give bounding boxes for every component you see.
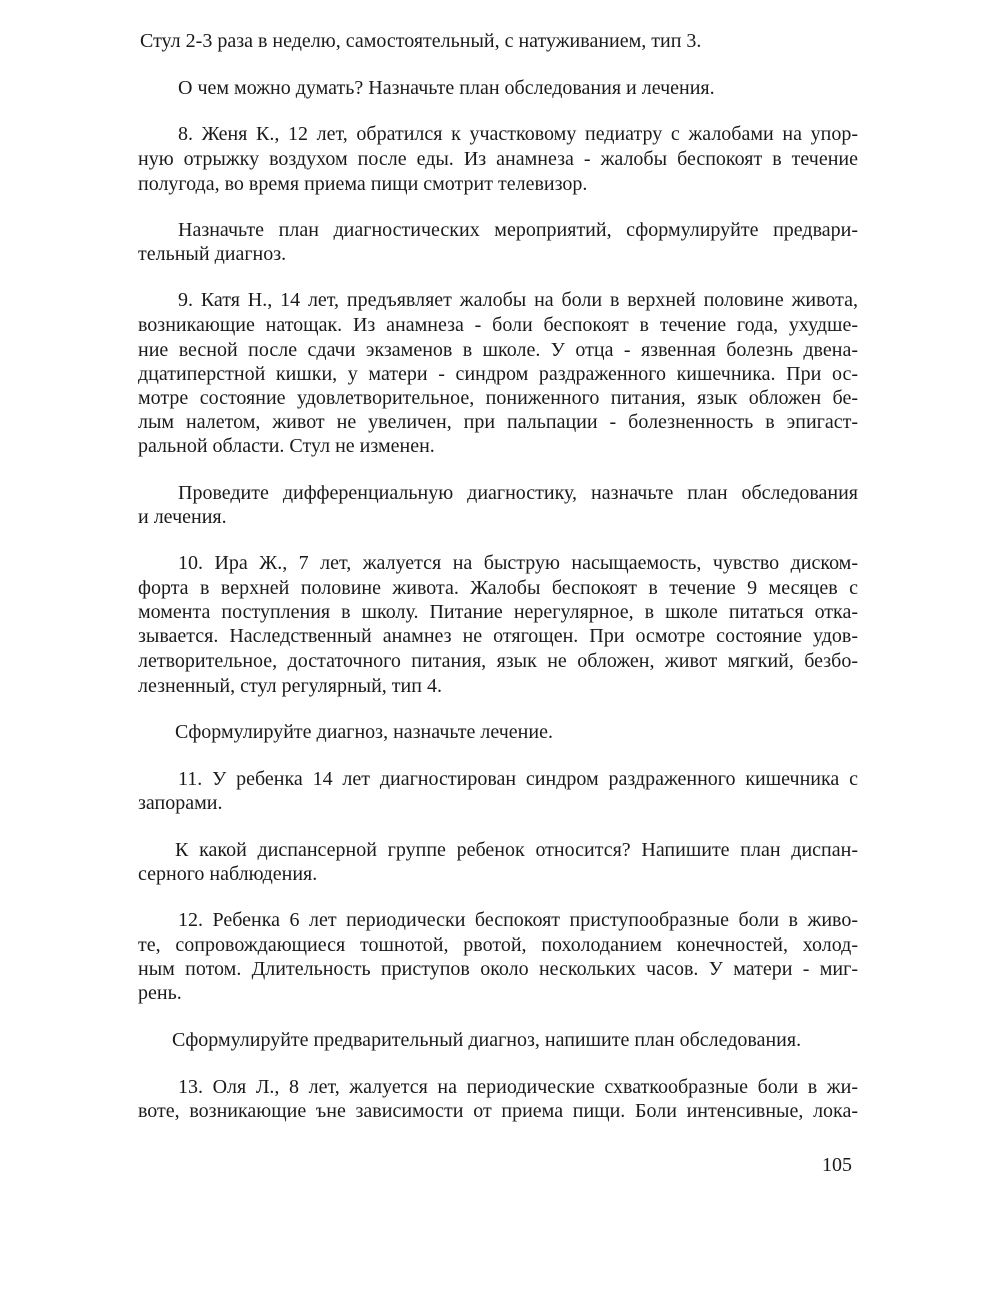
text-line: 13. Оля Л., 8 лет, жалуется на периодические схваткообразные боли в жи- (178, 1076, 858, 1098)
text-line: 12. Ребенка 6 лет периодически беспокоят приступообразные боли в живо- (178, 909, 858, 931)
text-line: и лечения. (138, 506, 227, 528)
text-line: ральной области. Стул не изменен. (138, 435, 435, 457)
text-line: мотре состояние удовлетворительное, пониженного питания, язык обложен бе- (138, 387, 858, 409)
text-line: полугода, во время приема пищи смотрит телевизор. (138, 173, 588, 195)
text-line: ную отрыжку воздухом после еды. Из анамнеза - жалобы беспокоят в течение (138, 148, 858, 170)
text-line: Проведите дифференциальную диагностику, назначьте план обследования (178, 482, 858, 504)
text-line: серного наблюдения. (138, 863, 318, 885)
text-line: 8. Женя К., 12 лет, обратился к участковому педиатру с жалобами на упор- (178, 123, 858, 145)
text-line: лезненный, стул регулярный, тип 4. (138, 675, 442, 697)
text-line: ние весной после сдачи экзаменов в школе. У отца - язвенная болезнь двена- (138, 339, 858, 361)
text-line: дцатиперстной кишки, у матери - синдром раздраженного кишечника. При ос- (138, 363, 858, 385)
text-line: те, сопровождающиеся тошнотой, рвотой, похолоданием конечностей, холод- (138, 934, 858, 956)
text-line: О чем можно думать? Назначьте план обследования и лечения. (178, 77, 715, 99)
text-line: летворительное, достаточного питания, язык не обложен, живот мягкий, безбо- (138, 650, 858, 672)
text-line: лым налетом, живот не увеличен, при пальпации - болезненность в эпигаст- (138, 411, 858, 433)
text-line: тельный диагноз. (138, 243, 287, 265)
text-line: воте, возникающие ъне зависимости от приема пищи. Боли интенсивные, лока- (138, 1100, 858, 1122)
text-line: возникающие натощак. Из анамнеза - боли беспокоят в течение года, ухудше- (138, 314, 858, 336)
text-line: момента поступления в школу. Питание нерегулярное, в школе питаться отка- (138, 601, 858, 623)
text-line: Сформулируйте диагноз, назначьте лечение. (175, 721, 553, 743)
text-line: запорами. (138, 792, 223, 814)
text-line: Сформулируйте предварительный диагноз, напишите план обследования. (172, 1029, 802, 1051)
page-number: 105 (822, 1154, 852, 1176)
text-line: форта в верхней половине живота. Жалобы беспокоят в течение 9 месяцев с (138, 577, 858, 599)
text-line: 9. Катя Н., 14 лет, предъявляет жалобы на боли в верхней половине живота, (178, 289, 858, 311)
text-line: Стул 2-3 раза в неделю, самостоятельный, с натуживанием, тип 3. (140, 30, 702, 52)
text-line: Назначьте план диагностических мероприятий, сформулируйте предвари- (178, 219, 858, 241)
text-line: 10. Ира Ж., 7 лет, жалуется на быструю насыщаемость, чувство диском- (178, 552, 858, 574)
text-line: зывается. Наследственный анамнез не отягощен. При осмотре состояние удов- (138, 625, 858, 647)
text-line: рень. (138, 982, 182, 1004)
text-line: К какой диспансерной группе ребенок относится? Напишите план диспан- (175, 839, 858, 861)
text-line: 11. У ребенка 14 лет диагностирован синдром раздраженного кишечника с (178, 768, 858, 790)
text-line: ным потом. Длительность приступов около нескольких часов. У матери - миг- (138, 958, 858, 980)
